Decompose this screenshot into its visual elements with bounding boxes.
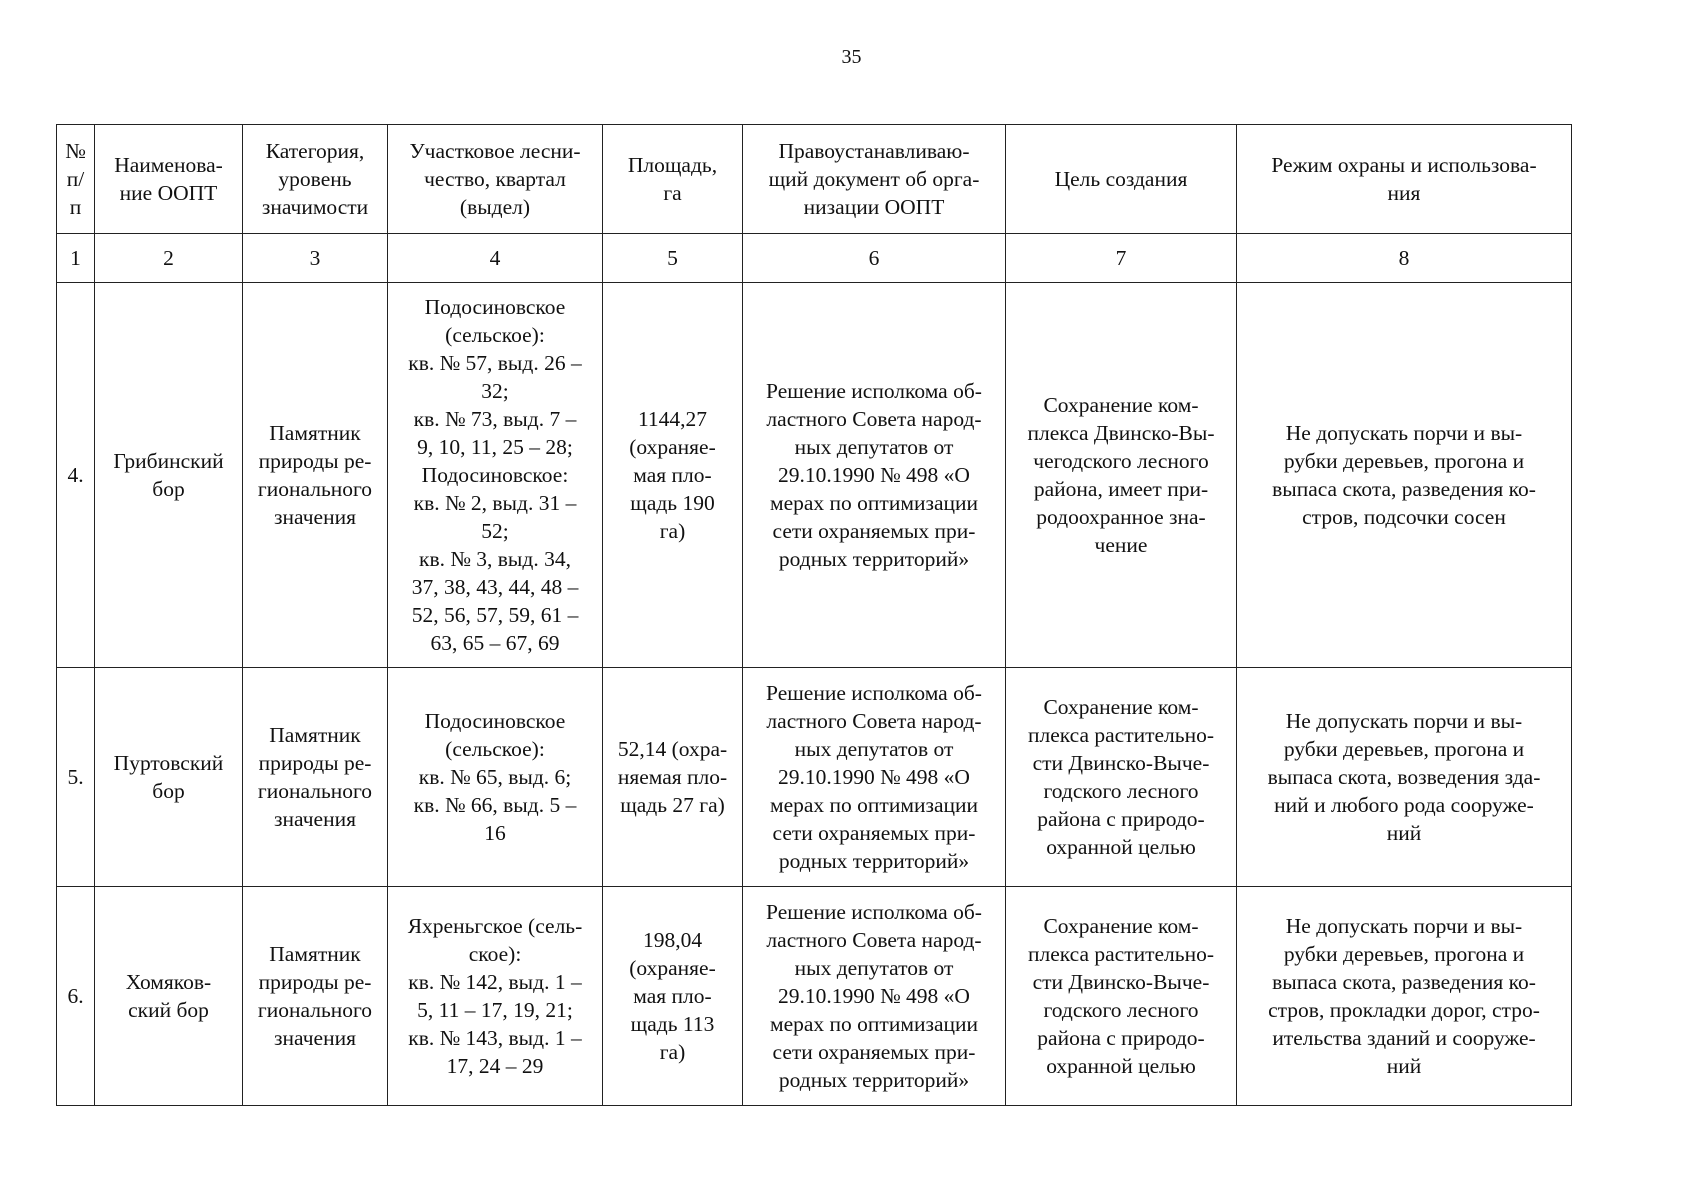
column-number: 3: [243, 234, 388, 283]
column-number: 1: [57, 234, 95, 283]
oopt-area: 1144,27 (охраняе- мая пло- щадь 190 га): [603, 283, 743, 668]
oopt-forestry: Яхреньгское (сель- ское): кв. № 142, выд. 1 – 5, 11 – 17, 19, 21; кв. № 143, выд. 1 – 17, 24 – 29: [388, 887, 603, 1106]
oopt-area: 198,04 (охраняе- мая пло- щадь 113 га): [603, 887, 743, 1106]
page-number: 35: [841, 46, 862, 68]
header-cell-document: Правоустанавливаю- щий документ об орга- низации ООПТ: [743, 125, 1006, 234]
header-row: [57, 125, 1572, 234]
oopt-document: Решение исполкома об- ластного Совета народ- ных депутатов от 29.10.1990 № 498 «О мерах по оптимизации сети охраняемых при- родных территорий»: [743, 283, 1006, 668]
row-number: 5.: [57, 668, 95, 887]
oopt-purpose: Сохранение ком- плекса растительно- сти Двинско-Выче- годского лесного района с природо- охранной целью: [1006, 668, 1237, 887]
column-number: 4: [388, 234, 603, 283]
oopt-regime: Не допускать порчи и вы- рубки деревьев, прогона и выпаса скота, разведения ко- стров, подсочки сосен: [1237, 283, 1572, 668]
header-cell-area: Площадь, га: [603, 125, 743, 234]
table-row: [57, 283, 1572, 668]
oopt-regime: Не допускать порчи и вы- рубки деревьев, прогона и выпаса скота, возведения зда- ний и любого рода сооруже- ний: [1237, 668, 1572, 887]
header-cell-number: № п/ п: [57, 125, 95, 234]
oopt-forestry: Подосиновское (сельское): кв. № 65, выд. 6; кв. № 66, выд. 5 – 16: [388, 668, 603, 887]
oopt-purpose: Сохранение ком- плекса Двинско-Вы- чегодского лесного района, имеет при- родоохранное зна- чение: [1006, 283, 1237, 668]
table-row: [57, 668, 1572, 887]
oopt-name: Пуртовский бор: [95, 668, 243, 887]
header-cell-name: Наименова- ние ООПТ: [95, 125, 243, 234]
oopt-name: Грибинский бор: [95, 283, 243, 668]
row-number: 4.: [57, 283, 95, 668]
oopt-table: [56, 124, 1572, 1106]
oopt-area: 52,14 (охра- няемая пло- щадь 27 га): [603, 668, 743, 887]
column-number: 5: [603, 234, 743, 283]
oopt-category: Памятник природы ре- гионального значения: [243, 668, 388, 887]
column-number: 7: [1006, 234, 1237, 283]
header-cell-purpose: Цель создания: [1006, 125, 1237, 234]
oopt-document: Решение исполкома об- ластного Совета народ- ных депутатов от 29.10.1990 № 498 «О мерах по оптимизации сети охраняемых при- родных территорий»: [743, 668, 1006, 887]
header-cell-category: Категория, уровень значимости: [243, 125, 388, 234]
oopt-purpose: Сохранение ком- плекса растительно- сти Двинско-Выче- годского лесного района с природо- охранной целью: [1006, 887, 1237, 1106]
oopt-category: Памятник природы ре- гионального значения: [243, 283, 388, 668]
header-cell-forestry: Участковое лесни- чество, квартал (выдел): [388, 125, 603, 234]
column-number: 6: [743, 234, 1006, 283]
column-number: 2: [95, 234, 243, 283]
table-row: [57, 887, 1572, 1106]
column-number: 8: [1237, 234, 1572, 283]
oopt-forestry: Подосиновское (сельское): кв. № 57, выд. 26 – 32; кв. № 73, выд. 7 – 9, 10, 11, 25 – 28; Подосиновское: кв. № 2, выд. 31 – 52; кв. № 3, выд. 34, 37, 38, 43, 44, 48 – 52, 56, 57, 59, 61 – 63, 65 – 67, 69: [388, 283, 603, 668]
oopt-name: Хомяков- ский бор: [95, 887, 243, 1106]
oopt-regime: Не допускать порчи и вы- рубки деревьев, прогона и выпаса скота, разведения ко- стров, прокладки дорог, стро- ительства зданий и сооруже- ний: [1237, 887, 1572, 1106]
header-cell-regime: Режим охраны и использова- ния: [1237, 125, 1572, 234]
oopt-document: Решение исполкома об- ластного Совета народ- ных депутатов от 29.10.1990 № 498 «О мерах по оптимизации сети охраняемых при- родных территорий»: [743, 887, 1006, 1106]
row-number: 6.: [57, 887, 95, 1106]
oopt-category: Памятник природы ре- гионального значения: [243, 887, 388, 1106]
column-number-row: [57, 234, 1572, 283]
